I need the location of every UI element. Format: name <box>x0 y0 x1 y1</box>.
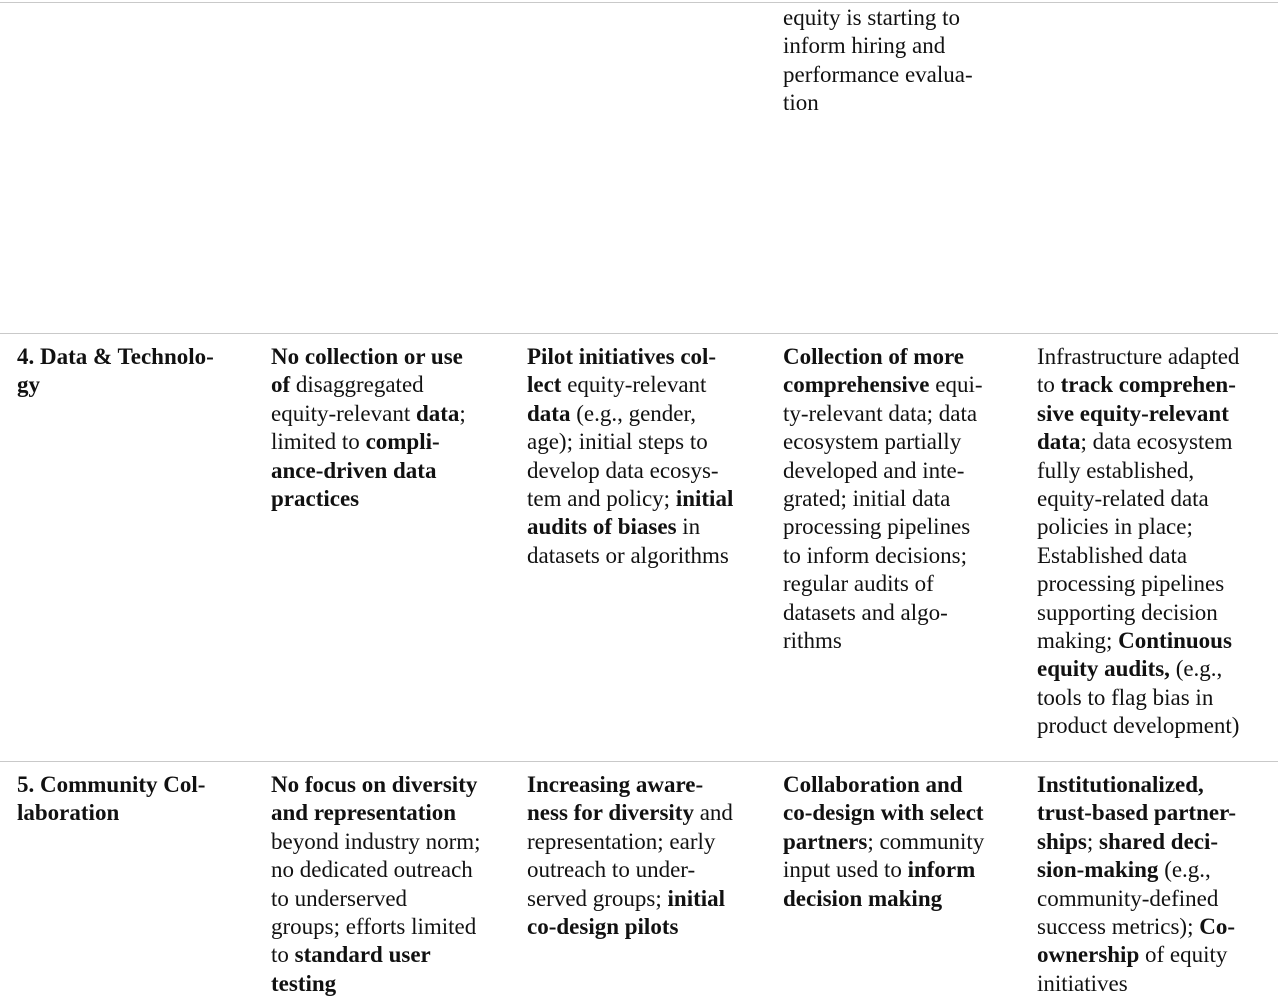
text: equity-related data <box>1037 485 1209 511</box>
cell-line <box>783 89 973 117</box>
bold-text: data <box>527 400 571 426</box>
cell-line <box>1037 513 1239 541</box>
bold-text: Pilot initiatives col- <box>527 344 717 369</box>
text: tools to flag bias in <box>1037 684 1214 710</box>
text: input used to <box>783 857 908 883</box>
bold-text: 4. Data & Technolo- <box>17 344 214 369</box>
cell-line <box>527 428 733 456</box>
cell-row4-level3 <box>783 343 983 655</box>
cell-line <box>783 4 973 32</box>
text: processing pipelines <box>783 514 971 540</box>
bold-text: lect <box>527 372 562 398</box>
cell-line <box>1037 913 1236 941</box>
bold-text: track comprehen- <box>1060 372 1236 398</box>
text: served groups; <box>527 885 668 911</box>
text: ty-relevant data; data <box>783 400 978 426</box>
text: regular audits of <box>783 571 934 597</box>
text: groups; efforts limited <box>271 913 477 939</box>
text: inform hiring and <box>783 33 946 59</box>
text: (e.g., <box>1169 656 1223 682</box>
cell-line <box>527 457 733 485</box>
text: to inform decisions; <box>783 542 967 568</box>
text: product development) <box>1037 713 1240 739</box>
cell-line <box>1037 371 1239 399</box>
cell-row5-level4 <box>1037 771 1236 998</box>
text: equity is starting to <box>783 5 960 30</box>
cell-line <box>1037 856 1236 884</box>
text: ; <box>1086 828 1100 854</box>
cell-row4-level2 <box>527 343 733 570</box>
bold-text: Continuous <box>1118 627 1232 653</box>
table-rule-row-5 <box>0 761 1278 762</box>
bold-text: of <box>271 372 291 398</box>
bold-text: Co- <box>1199 913 1236 939</box>
bold-text: data <box>1037 429 1081 455</box>
cell-line <box>1037 970 1236 998</box>
text: datasets or algorithms <box>527 542 729 568</box>
bold-text: sion-making <box>1037 857 1159 883</box>
bold-text: partners <box>783 828 868 854</box>
cell-line <box>527 885 733 913</box>
bold-text: data <box>415 400 460 426</box>
bold-text: initial <box>675 485 734 511</box>
cell-line <box>783 599 983 627</box>
cell-row4-level4 <box>1037 343 1239 740</box>
text: ecosystem partially <box>783 429 962 455</box>
cell-line <box>783 343 983 371</box>
cell-line <box>271 371 466 399</box>
cell-line <box>1037 457 1239 485</box>
cell-line <box>783 627 983 655</box>
cell-line <box>527 828 733 856</box>
cell-line <box>783 61 973 89</box>
text: success metrics); <box>1037 913 1200 939</box>
cell-line <box>1037 627 1239 655</box>
cell-line <box>271 457 466 485</box>
text: Infrastructure adapted <box>1037 344 1240 369</box>
text: equity-relevant <box>561 372 707 398</box>
cell-line <box>271 885 481 913</box>
cell-line <box>1037 655 1239 683</box>
text: (e.g., gender, <box>570 400 696 426</box>
cell-line <box>783 428 983 456</box>
bold-text: ships <box>1037 828 1087 854</box>
bold-text: ness for diversity <box>527 800 694 826</box>
cell-row5-level2 <box>527 771 733 941</box>
cell-line <box>17 799 205 827</box>
bold-text: co-design pilots <box>527 913 679 939</box>
cell-line <box>783 542 983 570</box>
cell-line <box>271 485 466 513</box>
cell-line <box>783 885 984 913</box>
cell-line <box>271 799 481 827</box>
text: community-defined <box>1037 885 1219 911</box>
text: processing pipelines <box>1037 571 1225 597</box>
cell-line <box>783 771 984 799</box>
text: initiatives <box>1037 970 1128 996</box>
cell-line <box>17 343 214 371</box>
bold-text: compli- <box>365 429 440 455</box>
cell-line <box>1037 542 1239 570</box>
cell-line <box>527 913 733 941</box>
cell-row5-level1 <box>271 771 481 998</box>
text: fully established, <box>1037 457 1195 483</box>
text: policies in place; <box>1037 514 1193 540</box>
cell-row4-level1 <box>271 343 466 513</box>
cell-line <box>783 371 983 399</box>
cell-line <box>527 513 733 541</box>
cell-line <box>1037 428 1239 456</box>
text: to underserved <box>271 885 408 911</box>
text: ; <box>459 400 466 426</box>
bold-text: decision making <box>783 885 943 911</box>
bold-text: Increasing aware- <box>527 772 704 797</box>
text: performance evalua- <box>783 61 973 87</box>
cell-line <box>1037 570 1239 598</box>
text: disaggregated <box>290 372 424 398</box>
cell-row5-dimension <box>17 771 205 828</box>
cell-row5-level3 <box>783 771 984 913</box>
text: grated; initial data <box>783 485 951 511</box>
cell-line <box>1037 941 1236 969</box>
bold-text: trust-based partner- <box>1037 800 1237 826</box>
cell-line <box>1037 885 1236 913</box>
cell-line <box>527 343 733 371</box>
bold-text: 5. Community Col- <box>17 772 206 797</box>
text: equity-relevant <box>271 400 416 426</box>
bold-text: Collaboration and <box>783 772 963 797</box>
text: of equity <box>1139 942 1228 968</box>
cell-line <box>17 771 205 799</box>
cell-line <box>527 799 733 827</box>
text: to <box>271 942 295 968</box>
text: in <box>676 514 701 540</box>
bold-text: laboration <box>17 800 120 826</box>
bold-text: and representation <box>271 800 457 826</box>
text: representation; early <box>527 828 716 854</box>
text: tion <box>783 90 819 116</box>
text: no dedicated outreach <box>271 857 473 883</box>
text: supporting decision <box>1037 599 1218 625</box>
cell-line <box>783 457 983 485</box>
bold-text: testing <box>271 970 337 996</box>
text: tem and policy; <box>527 485 676 511</box>
cell-line <box>1037 684 1239 712</box>
table-rule-row-4 <box>0 333 1278 334</box>
cell-line <box>271 343 466 371</box>
cell-line <box>271 771 481 799</box>
cell-line <box>527 542 733 570</box>
text: to <box>1037 372 1061 398</box>
cell-line <box>17 371 214 399</box>
cell-line <box>783 856 984 884</box>
cell-line <box>783 513 983 541</box>
cell-line <box>527 371 733 399</box>
text: outreach to under- <box>527 857 696 883</box>
bold-text: co-design with select <box>783 800 984 826</box>
cell-line <box>1037 400 1239 428</box>
bold-text: Collection of more <box>783 344 964 369</box>
cell-line <box>271 856 481 884</box>
text: rithms <box>783 627 842 653</box>
text: equi- <box>929 372 983 398</box>
cell-line <box>271 970 481 998</box>
text: limited to <box>271 429 366 455</box>
bold-text: ownership <box>1037 942 1140 968</box>
cell-line <box>1037 799 1236 827</box>
cell-line <box>783 32 973 60</box>
bold-text: shared deci- <box>1099 828 1219 854</box>
bold-text: gy <box>17 372 40 398</box>
cell-line <box>1037 771 1236 799</box>
cell-line <box>527 400 733 428</box>
cell-line <box>783 828 984 856</box>
cell-row4-dimension <box>17 343 214 400</box>
cell-line <box>527 771 733 799</box>
bold-text: audits of biases <box>527 514 677 540</box>
cell-line <box>271 400 466 428</box>
cell-line <box>271 828 481 856</box>
bold-text: No focus on diversity <box>271 772 478 797</box>
bold-text: comprehensive <box>783 372 930 398</box>
cell-line <box>783 400 983 428</box>
cell-line <box>1037 712 1239 740</box>
cell-line <box>527 856 733 884</box>
cell-row3-level3 <box>783 4 973 118</box>
cell-line <box>1037 599 1239 627</box>
bold-text: practices <box>271 485 360 511</box>
text: making; <box>1037 627 1119 653</box>
cell-line <box>783 485 983 513</box>
bold-text: Institutionalized, <box>1037 772 1204 797</box>
text: (e.g., <box>1158 857 1211 883</box>
cell-line <box>1037 343 1239 371</box>
cell-line <box>1037 485 1239 513</box>
table-rule-top <box>0 2 1278 3</box>
cell-line <box>271 941 481 969</box>
cell-line <box>527 485 733 513</box>
text: develop data ecosys- <box>527 457 719 483</box>
text: Established data <box>1037 542 1188 568</box>
cell-line <box>783 799 984 827</box>
bold-text: initial <box>667 885 726 911</box>
cell-line <box>271 913 481 941</box>
text: datasets and algo- <box>783 599 948 625</box>
bold-text: equity audits, <box>1037 656 1170 682</box>
bold-text: No collection or use <box>271 344 463 369</box>
text: ; community <box>867 828 985 854</box>
cell-line <box>783 570 983 598</box>
bold-text: standard user <box>294 942 431 968</box>
text: ; data ecosystem <box>1080 429 1233 455</box>
text: beyond industry norm; <box>271 828 481 854</box>
bold-text: inform <box>907 857 976 883</box>
text: and <box>693 800 733 826</box>
bold-text: sive equity-relevant <box>1037 400 1229 426</box>
text: age); initial steps to <box>527 429 708 455</box>
cell-line <box>271 428 466 456</box>
cell-line <box>1037 828 1236 856</box>
text: developed and inte- <box>783 457 965 483</box>
bold-text: ance-driven data <box>271 457 437 483</box>
